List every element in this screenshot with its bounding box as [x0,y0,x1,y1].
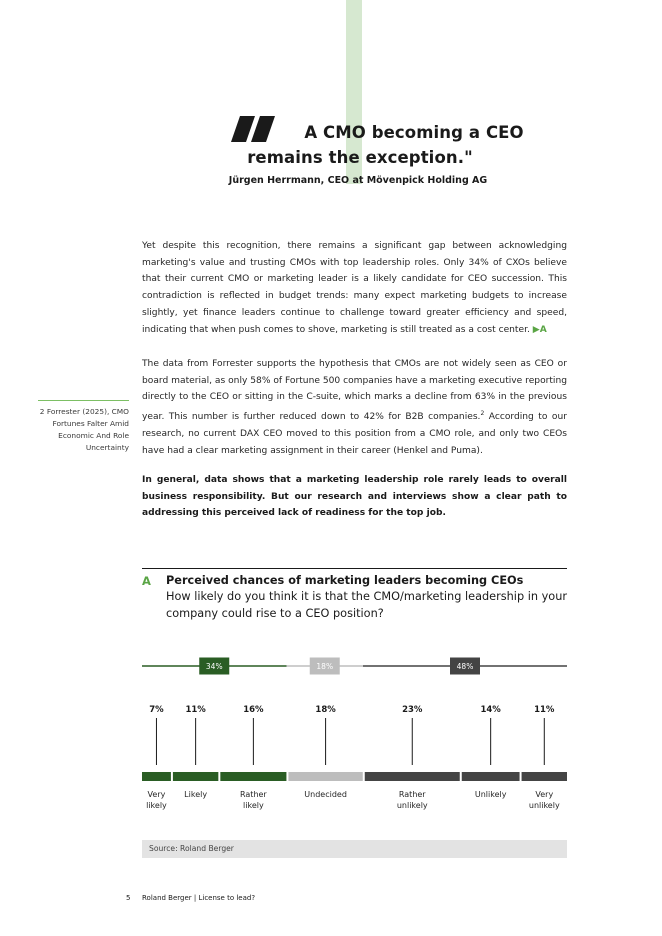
segment-bar-1 [173,772,218,781]
segment-category-label-0-1: likely [146,801,167,810]
segment-category-label-1-0: Likely [184,790,208,799]
group-value-label-0: 34% [205,662,223,671]
segment-bar-4 [365,772,460,781]
segment-category-label-5-0: Unlikely [474,790,507,799]
segment-bar-0 [142,772,171,781]
segment-bar-6 [522,772,567,781]
segment-value-label-0: 7% [149,705,164,715]
segment-category-label-6-0: Very [535,790,554,799]
segment-value-label-1: 11% [185,705,206,715]
footnote: 2 Forrester (2025), CMO Fortunes Falter Amid Economic And Role Uncertainty [39,407,129,452]
body-paragraph-1-text: Yet despite this recognition, there remains a significant gap between acknowledging marketing's value and trusting CMOs with top leadership roles. Only 34% of CXOs believe that their current CMO or marketing leader is a likely candidate for CEO succession. This contradiction is reflected in budget trends: many expect marketing budgets to increase slightly, yet finance leaders continue to challenge toward greater efficiency and speed, indicating that when push comes to shove, marketing is still treated as a cost center. [142,241,567,335]
body-paragraph-2-text-b: According to our research, no current DAX CEO moved to this position from a CMO role, and only two CEOs have had a clear marketing assignment in their career (Henkel and Puma). [142,412,567,456]
chart-reference-link[interactable]: ▶A [532,324,547,335]
segment-bar-3 [288,772,362,781]
page-number: 5 [126,894,131,902]
group-value-label-2: 48% [456,662,474,671]
pull-quote-line-2: remains the exception." [247,148,473,167]
segment-value-label-6: 11% [534,705,555,715]
segment-value-label-3: 18% [315,705,336,715]
segment-bar-5 [462,772,520,781]
footnote-marker[interactable]: 2 [480,410,485,418]
chart-title: Perceived chances of marketing leaders becoming CEOs [166,574,524,587]
chart-letter: A [142,574,151,588]
segment-category-label-6-1: unlikely [528,801,560,810]
segment-bar-2 [220,772,286,781]
group-value-label-1: 18% [316,662,334,671]
body-paragraph-3-bold: In general, data shows that a marketing leadership role rarely leads to overall business responsibility. But our research and interviews show a clear path to addressing this perceived lack of readiness for the top job. [142,475,567,519]
segment-category-label-2-0: Rather [240,790,267,799]
segment-category-label-2-1: likely [243,801,264,810]
quote-author: Jürgen Herrmann, CEO at Mövenpick Holding AG [228,175,488,186]
footer-title: Roland Berger | License to lead? [142,894,256,902]
segment-category-label-3-0: Undecided [304,790,347,799]
segment-category-label-4-0: Rather [398,790,426,799]
source-text: Source: Roland Berger [149,844,234,853]
segment-value-label-4: 23% [402,705,423,715]
pull-quote-line-1: A CMO becoming a CEO [304,123,524,142]
chart-subtitle: How likely do you think it is that the CMO/marketing leadership in your company could rise to a CEO position? [166,590,567,620]
source-box [142,840,567,858]
segment-category-label-0-0: Very [147,790,166,799]
segment-value-label-2: 16% [243,705,264,715]
segment-category-label-4-1: unlikely [396,801,428,810]
segment-value-label-5: 14% [480,705,501,715]
body-paragraph-2-text-a: The data from Forrester supports the hypothesis that CMOs are not widely seen as CEO or board material, as only 58% of Fortune 500 companies have a marketing executive reporting directly to the CEO or sitting in the C-suite, which marks a decline from 63% in the previous year. This number is further reduced down to 42% for B2B companies. [142,359,567,423]
